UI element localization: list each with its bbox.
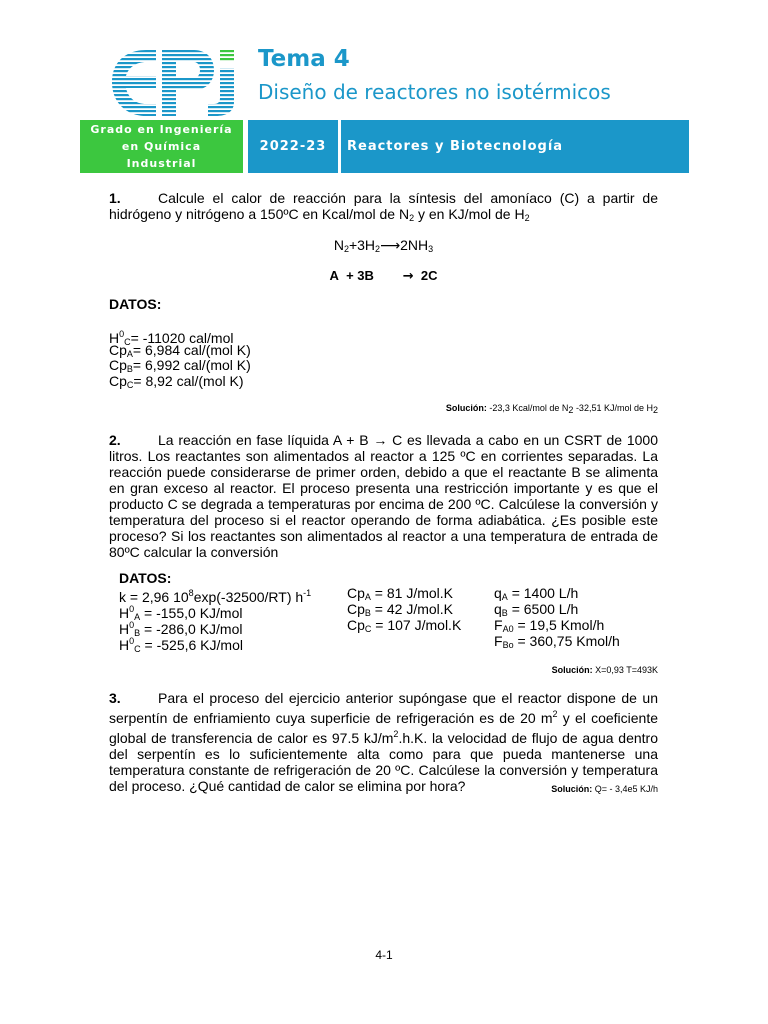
academic-year: 2022-23 <box>259 139 327 154</box>
degree-line: Grado en Ingeniería <box>90 123 233 136</box>
course-name: Reactores y Biotecnología <box>347 139 564 154</box>
data-row: $H^0_A = -155,0$ KJ/mol <box>119 604 243 622</box>
data-row: $q_A = 1400$ L/h <box>494 585 579 602</box>
data-heading: DATOS: <box>119 570 172 586</box>
exercise-1-statement: 1. Calcule el calor de reacción para la síntesis del amoníaco (C) a partir de hidrógeno y nitrógeno a 150ºC en Kcal/mol de $N_2$ y en KJ/mol de $H_2$ <box>109 190 658 223</box>
exercise-number: 1. <box>109 190 121 206</box>
exercise-number: 3. <box>109 690 121 706</box>
data-row: $q_B = 6500$ L/h <box>494 601 579 618</box>
data-row: $Cp_C= 8,92$ cal/(mol K) <box>109 373 244 390</box>
data-row: $Cp_B = 42$ J/mol.K <box>347 601 454 618</box>
page-subtitle: Diseño de reactores no isotérmicos <box>258 80 611 104</box>
course-band <box>341 120 689 173</box>
epi-logo <box>108 46 250 118</box>
rate-constant: k = 2,96 $10^8\exp(-32500/RT)$ $h^{-1}$ <box>119 588 312 605</box>
reaction-equation: $N_2+3H_2⟶2NH_3$ <box>333 237 434 254</box>
data-row: $H^0_B = -286,0$ KJ/mol <box>119 620 243 638</box>
degree-band <box>80 120 243 173</box>
data-row: $H^0_C = -525,6$ KJ/mol <box>119 636 243 654</box>
solution-3: Solución: Q= - 3,4e5 KJ/h <box>551 784 658 794</box>
data-row: $Cp_B= 6,992$ cal/(mol K) <box>109 357 251 374</box>
exercise-3-statement: 3. Para el proceso del ejercicio anterior supóngase que el reactor dispone de un serpentín de enfriamiento cuya superficie de refrigeración es de 20 $m^2$ y el coeficiente global de transferencia de calor es 97.5 $kJ/m^2.h.K$. la velocidad de flujo de agua dentro del serpentín es lo suficientemente alta como para que pueda mantenerse una temperatura constante de refrigeración de 20 ºC. Calcúlese la conversión y temperatura del proceso. ¿Qué cantidad de calor se elimina por hora? <box>109 690 658 794</box>
data-row: $F_{A0} = 19,5$ Kmol/h <box>494 617 605 634</box>
solution-2: Solución: X=0,93 T=493K <box>551 665 658 675</box>
data-row: $Cp_A = 81$ J/mol.K <box>347 585 454 602</box>
year-band <box>248 120 338 173</box>
degree-line: Industrial <box>126 157 197 170</box>
data-row: $H^0_C= -11020$ cal/mol <box>109 329 234 347</box>
exercise-number: 2. <box>109 432 121 448</box>
degree-line: en Química <box>121 140 202 153</box>
exercise-2-statement: 2. La reacción en fase líquida A + B → C es llevada a cabo en un CSRT de 1000 litros. Los reactantes son alimentados al reactor a 125 ºC en corrientes separadas. La reacción puede considerarse de primer orden, debido a que el reactante B se alimenta en gran exceso al reactor. El proceso presenta una restricción importante y es que el producto C se degrada a temperaturas por encima de 200 ºC. Calcúlese la conversión y temperatura del proceso si el reactor operando de forma adiabática. ¿Es posible este proceso? Si los reactantes son alimentados al reactor a una temperatura de entrada de 80ºC calcular la conversión <box>109 432 658 560</box>
page-number: 4-1 <box>375 948 393 962</box>
data-row: $F_{Bo} = 360,75$ Kmol/h <box>494 633 620 650</box>
data-heading: DATOS: <box>109 296 162 312</box>
data-row: $Cp_A= 6,984$ cal/(mol K) <box>109 342 251 359</box>
reaction-generic: A + 3B → 2C <box>329 268 438 284</box>
data-row: $Cp_C = 107$ J/mol.K <box>347 617 462 634</box>
solution-1: Solución: -23,3 Kcal/mol de $N_2$ -32,51 KJ/mol de $H_2$ <box>445 403 658 415</box>
page-title: Tema 4 <box>258 46 350 72</box>
